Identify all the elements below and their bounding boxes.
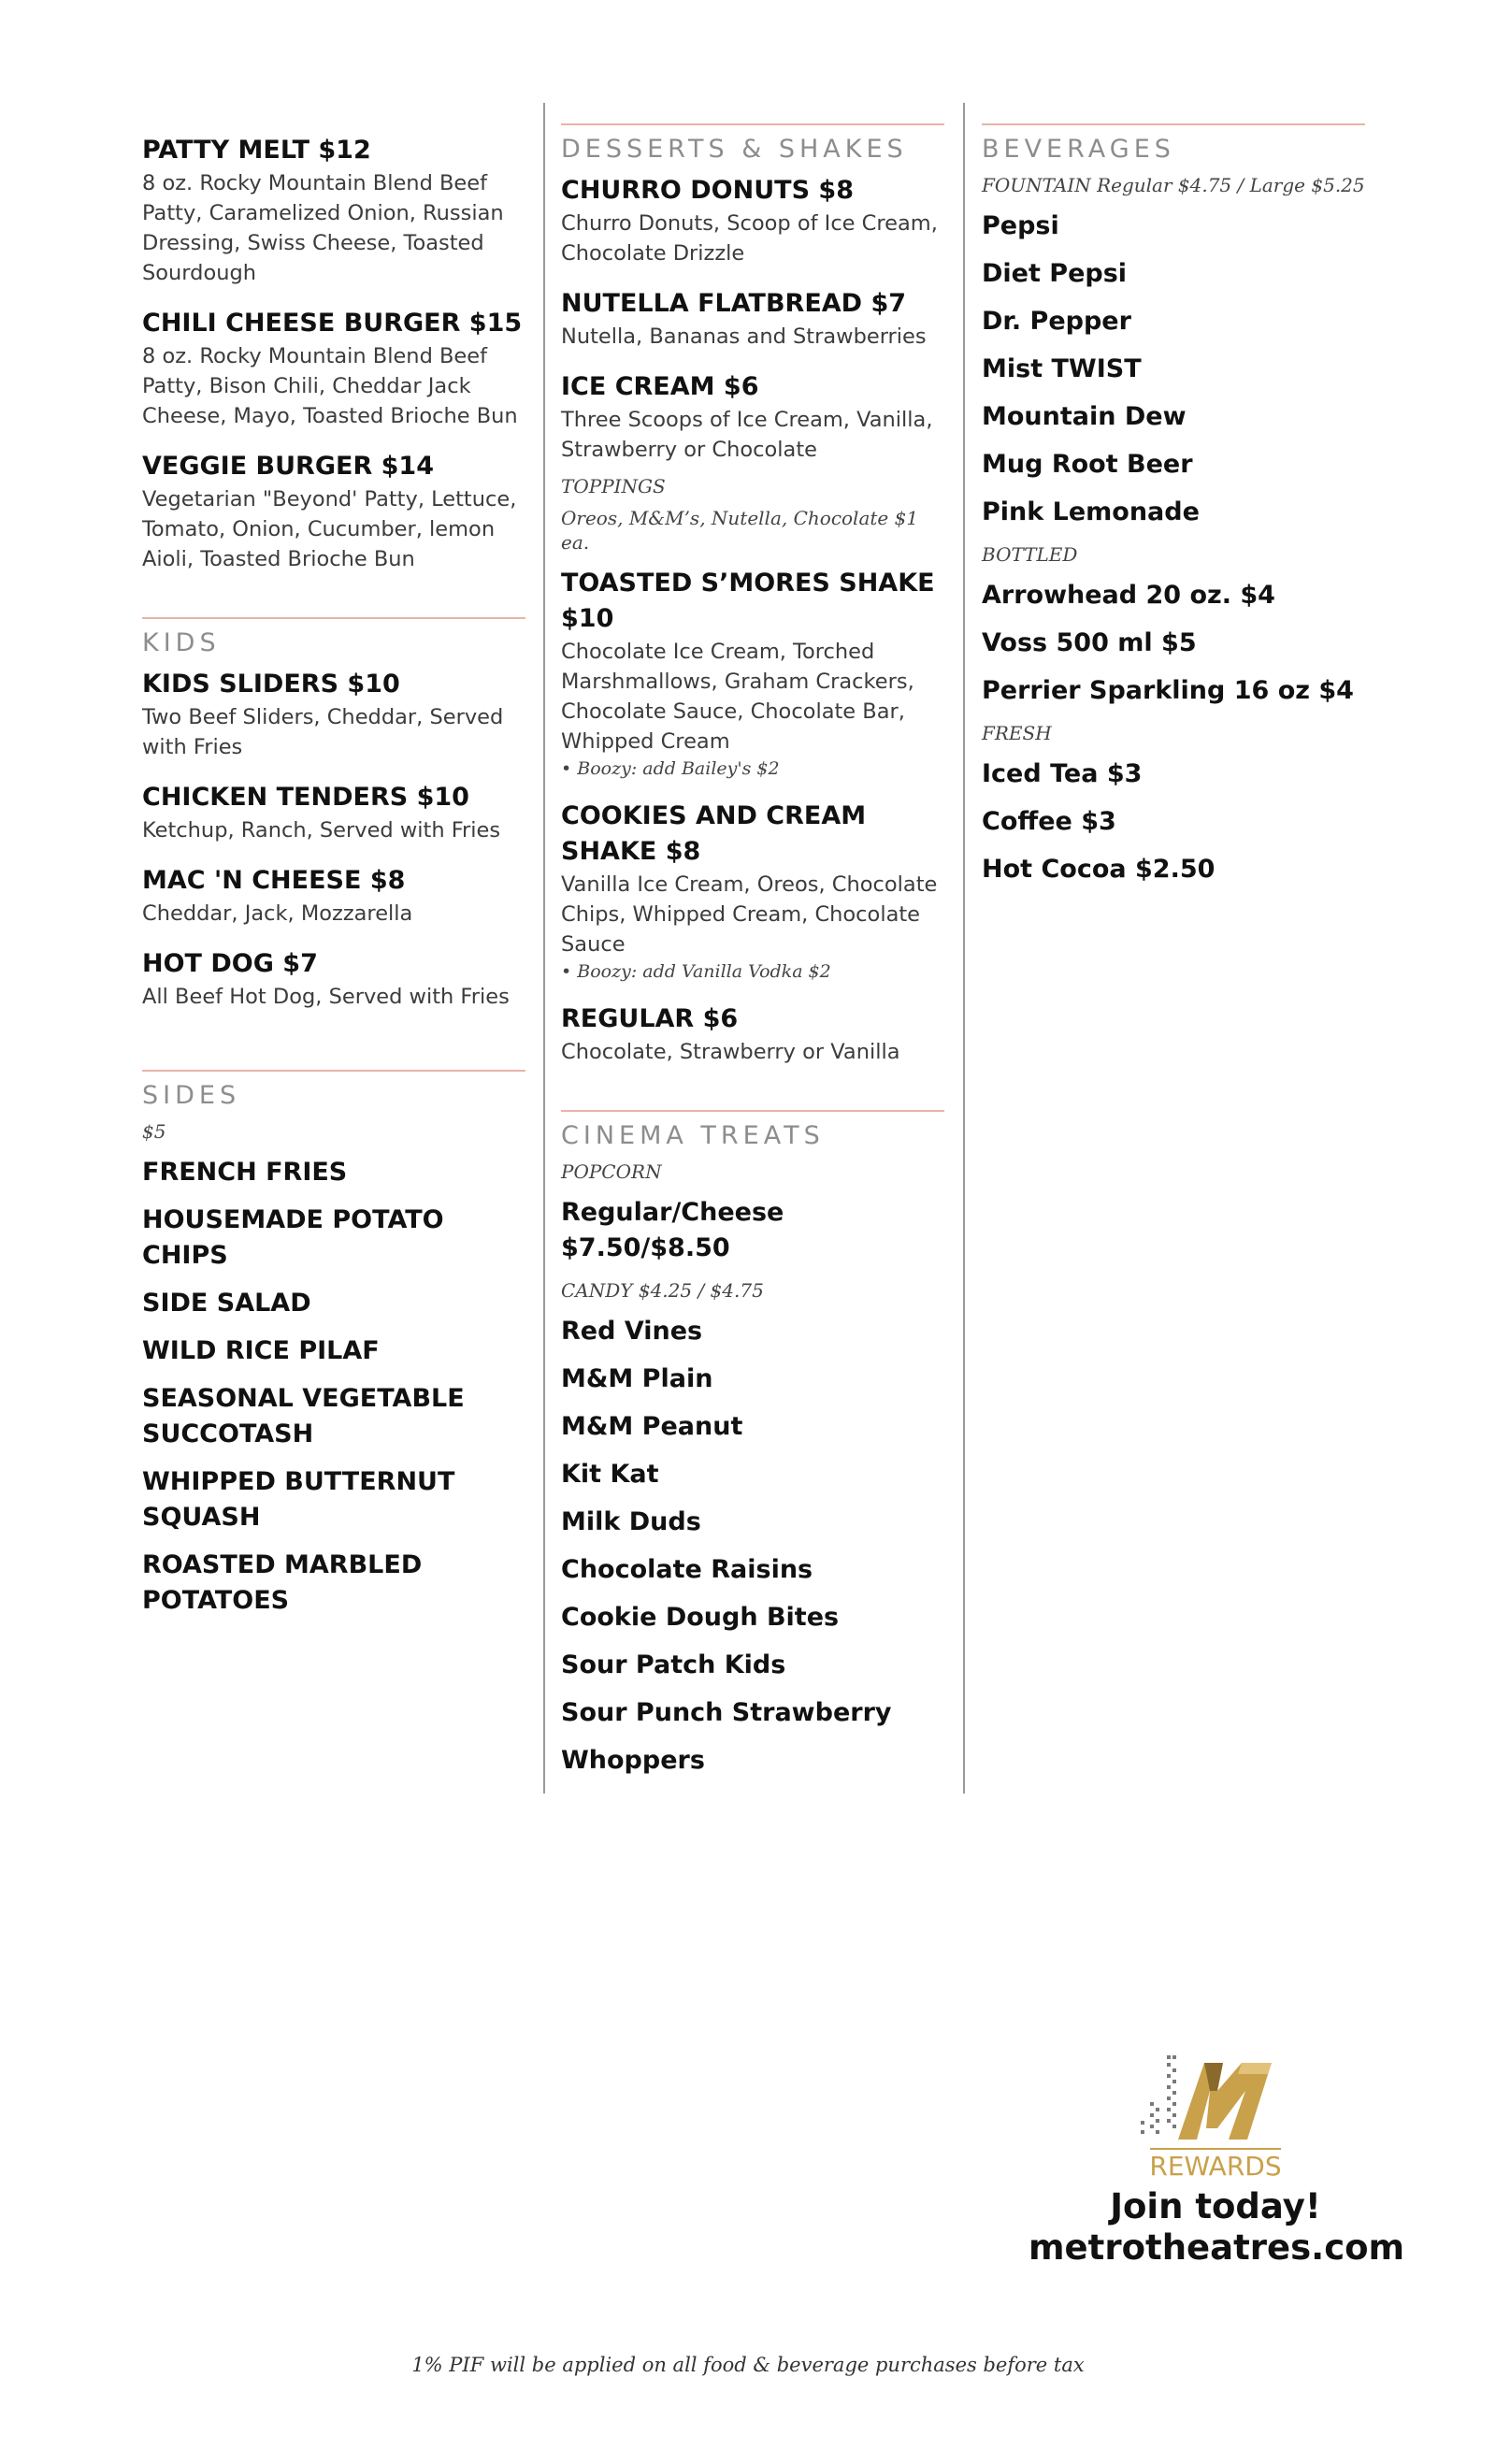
menu-item bbox=[142, 133, 525, 288]
item-name: VEGGIE BURGER $14 bbox=[142, 452, 435, 481]
metro-rewards-logo-icon bbox=[1131, 2046, 1300, 2186]
rewards-logo-text: REWARDS bbox=[1149, 2151, 1282, 2182]
side-item: ROASTED MARBLED POTATOES bbox=[142, 1550, 423, 1615]
item-description: 8 oz. Rocky Mountain Blend Beef Patty, Bison Chili, Cheddar Jack Cheese, Mayo, Toasted Brioche Bun bbox=[142, 344, 518, 428]
candy-item: M&M Plain bbox=[561, 1364, 713, 1393]
candy-item: Chocolate Raisins bbox=[561, 1555, 813, 1584]
column-divider bbox=[543, 103, 545, 1794]
item-name: KIDS SLIDERS $10 bbox=[142, 670, 400, 699]
bottled-item: Arrowhead 20 oz. $4 bbox=[982, 581, 1275, 610]
boozy-note: • Boozy: add Bailey's $2 bbox=[561, 758, 780, 779]
item-description: Vegetarian "Beyond' Patty, Lettuce, Tomato, Onion, Cucumber, lemon Aioli, Toasted Brioche Bun bbox=[142, 487, 517, 571]
popcorn-item: Regular/Cheese $7.50/$8.50 bbox=[561, 1198, 784, 1262]
candy-item: Red Vines bbox=[561, 1317, 703, 1346]
sides-section bbox=[142, 1070, 525, 1619]
item-name: CHURRO DONUTS $8 bbox=[561, 176, 854, 205]
bottled-item: Perrier Sparkling 16 oz $4 bbox=[982, 676, 1354, 705]
candy-item: Kit Kat bbox=[561, 1460, 659, 1489]
section-title: BEVERAGES bbox=[982, 135, 1175, 164]
desserts-section bbox=[561, 123, 944, 1067]
fountain-label: FOUNTAIN Regular $4.75 / Large $5.25 bbox=[982, 174, 1365, 196]
menu-item bbox=[561, 799, 944, 984]
mains-section bbox=[142, 103, 525, 574]
candy-item: Sour Patch Kids bbox=[561, 1650, 786, 1679]
item-name: CHICKEN TENDERS $10 bbox=[142, 783, 469, 812]
item-name: MAC 'N CHEESE $8 bbox=[142, 866, 406, 895]
menu-item bbox=[142, 946, 525, 1012]
item-description: Churro Donuts, Scoop of Ice Cream, Chocolate Drizzle bbox=[561, 211, 938, 266]
fountain-item: Mist TWIST bbox=[982, 354, 1142, 383]
menu-column-2 bbox=[561, 103, 944, 1791]
menu-column-1 bbox=[142, 103, 525, 1631]
boozy-note: • Boozy: add Vanilla Vodka $2 bbox=[561, 961, 831, 982]
item-name: REGULAR $6 bbox=[561, 1004, 739, 1033]
rewards-join-text: Join today! bbox=[1110, 2186, 1321, 2226]
item-name: TOASTED S’MORES SHAKE $10 bbox=[561, 569, 935, 633]
section-title: SIDES bbox=[142, 1081, 241, 1110]
item-description: Chocolate Ice Cream, Torched Marshmallows, Graham Crackers, Chocolate Sauce, Chocolate Bar, Whipped Cream bbox=[561, 640, 914, 754]
section-title: CINEMA TREATS bbox=[561, 1121, 825, 1150]
side-item: WILD RICE PILAF bbox=[142, 1336, 380, 1365]
candy-item: Cookie Dough Bites bbox=[561, 1603, 840, 1632]
section-title: DESSERTS & SHAKES bbox=[561, 135, 908, 164]
toppings-text: Oreos, M&M’s, Nutella, Chocolate $1 ea. bbox=[561, 507, 919, 554]
candy-label: CANDY $4.25 / $4.75 bbox=[561, 1279, 764, 1302]
rewards-promo bbox=[1028, 2046, 1405, 2269]
item-description: Vanilla Ice Cream, Oreos, Chocolate Chips, Whipped Cream, Chocolate Sauce bbox=[561, 872, 938, 957]
candy-item: Whoppers bbox=[561, 1746, 705, 1775]
menu-item bbox=[561, 286, 944, 352]
fountain-item: Pink Lemonade bbox=[982, 497, 1200, 526]
item-name: CHILI CHEESE BURGER $15 bbox=[142, 309, 523, 338]
menu-item bbox=[142, 863, 525, 929]
column-divider bbox=[963, 103, 965, 1794]
menu-item bbox=[561, 369, 944, 465]
cinema-treats-section bbox=[561, 1110, 944, 1779]
item-name: NUTELLA FLATBREAD $7 bbox=[561, 289, 907, 318]
candy-item: Milk Duds bbox=[561, 1507, 701, 1536]
item-description: 8 oz. Rocky Mountain Blend Beef Patty, Caramelized Onion, Russian Dressing, Swiss Cheese, Toasted Sourdough bbox=[142, 171, 504, 285]
side-item: SEASONAL VEGETABLE SUCCOTASH bbox=[142, 1384, 465, 1448]
side-item: HOUSEMADE POTATO CHIPS bbox=[142, 1205, 444, 1270]
item-description: Two Beef Sliders, Cheddar, Served with Fries bbox=[142, 705, 504, 759]
candy-item: M&M Peanut bbox=[561, 1412, 743, 1441]
item-description: Chocolate, Strawberry or Vanilla bbox=[561, 1040, 900, 1064]
beverages-section bbox=[982, 123, 1365, 887]
footer-note: 1% PIF will be applied on all food & beverage purchases before tax bbox=[411, 2354, 1085, 2376]
rewards-website-link[interactable]: metrotheatres.com bbox=[1028, 2227, 1405, 2268]
item-name: COOKIES AND CREAM SHAKE $8 bbox=[561, 801, 867, 866]
menu-column-3 bbox=[982, 103, 1365, 900]
kids-section bbox=[142, 617, 525, 1012]
menu-item bbox=[142, 306, 525, 431]
bottled-item: Voss 500 ml $5 bbox=[982, 628, 1197, 657]
menu-item bbox=[142, 780, 525, 845]
candy-item: Sour Punch Strawberry bbox=[561, 1698, 892, 1727]
item-description: Nutella, Bananas and Strawberries bbox=[561, 324, 927, 349]
menu-item bbox=[561, 566, 944, 781]
item-name: PATTY MELT $12 bbox=[142, 136, 371, 165]
sides-price-note: $5 bbox=[142, 1120, 166, 1143]
item-description: Cheddar, Jack, Mozzarella bbox=[142, 901, 413, 926]
fountain-item: Pepsi bbox=[982, 211, 1059, 240]
item-name: HOT DOG $7 bbox=[142, 949, 318, 978]
item-description: Three Scoops of Ice Cream, Vanilla, Strawberry or Chocolate bbox=[561, 408, 933, 462]
fresh-item: Hot Cocoa $2.50 bbox=[982, 855, 1216, 884]
fountain-item: Dr. Pepper bbox=[982, 307, 1131, 336]
side-item: FRENCH FRIES bbox=[142, 1158, 348, 1187]
fresh-label: FRESH bbox=[982, 722, 1052, 744]
toppings-label: TOPPINGS bbox=[561, 475, 666, 497]
popcorn-label: POPCORN bbox=[561, 1160, 662, 1183]
fountain-item: Diet Pepsi bbox=[982, 259, 1128, 288]
item-description: All Beef Hot Dog, Served with Fries bbox=[142, 985, 510, 1009]
fountain-item: Mountain Dew bbox=[982, 402, 1187, 431]
menu-item bbox=[142, 667, 525, 762]
menu-item bbox=[561, 1001, 944, 1067]
section-title: KIDS bbox=[142, 628, 221, 657]
fountain-item: Mug Root Beer bbox=[982, 450, 1193, 479]
side-item: WHIPPED BUTTERNUT SQUASH bbox=[142, 1467, 455, 1532]
fresh-item: Coffee $3 bbox=[982, 807, 1116, 836]
bottled-label: BOTTLED bbox=[982, 543, 1078, 566]
fresh-item: Iced Tea $3 bbox=[982, 759, 1143, 788]
menu-item bbox=[561, 173, 944, 268]
side-item: SIDE SALAD bbox=[142, 1289, 311, 1318]
menu-item bbox=[142, 449, 525, 574]
item-name: ICE CREAM $6 bbox=[561, 372, 759, 401]
item-description: Ketchup, Ranch, Served with Fries bbox=[142, 818, 501, 843]
